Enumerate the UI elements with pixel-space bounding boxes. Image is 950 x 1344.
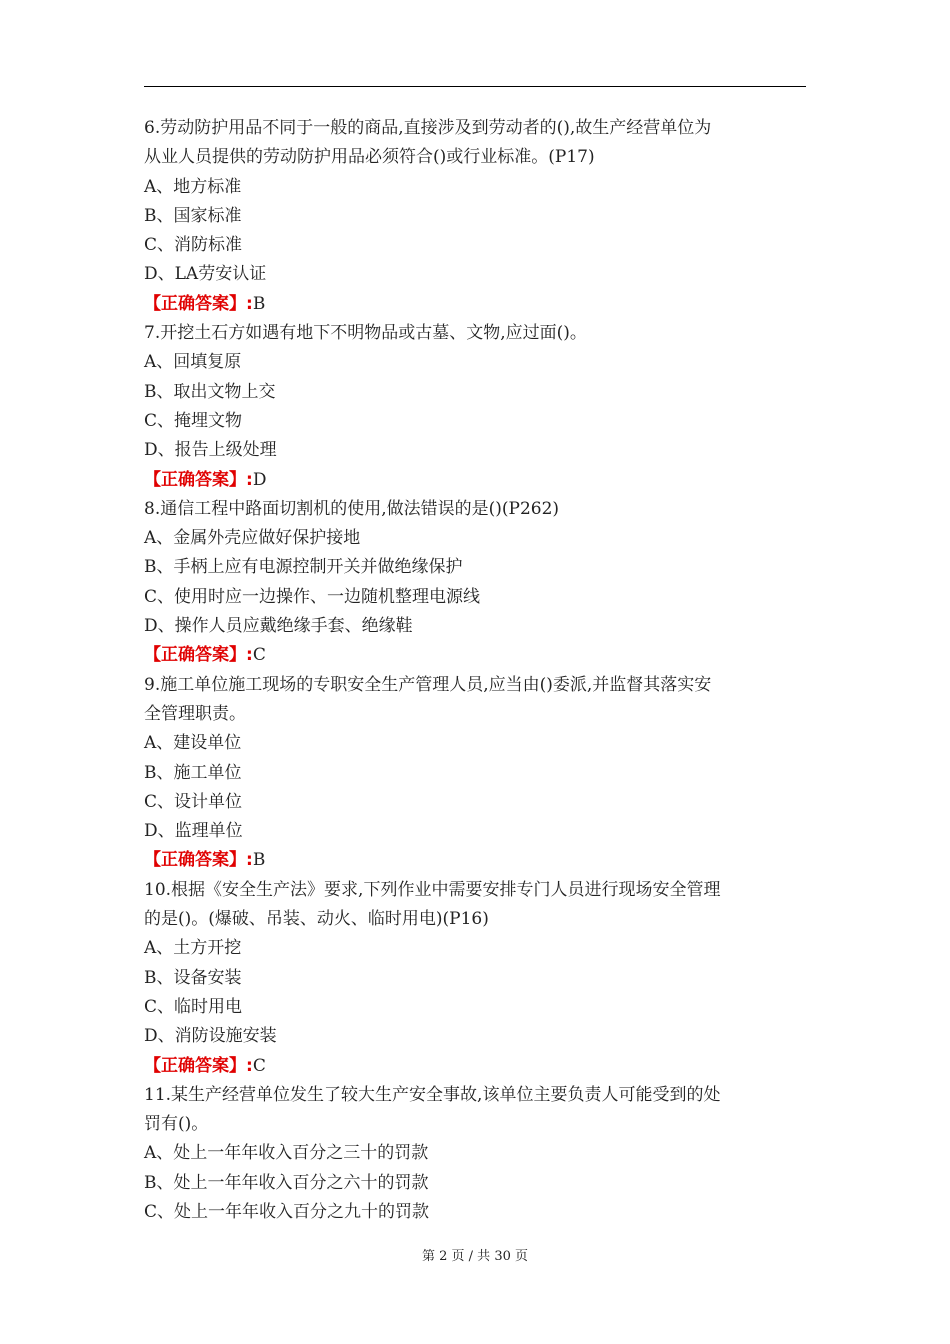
option-item: A、金属外壳应做好保护接地 — [144, 528, 361, 549]
option-item: C、设计单位 — [144, 791, 243, 812]
question-block — [144, 495, 806, 671]
option-item: D、监理单位 — [144, 821, 243, 842]
option-item: B、施工单位 — [144, 762, 242, 783]
question-block — [144, 876, 806, 1081]
option-item: D、操作人员应戴绝缘手套、绝缘鞋 — [144, 616, 413, 637]
correct-answer-label: 【正确答案】: — [144, 850, 253, 871]
page-footer: 第 2 页 / 共 30 页 — [422, 1249, 528, 1264]
question-block — [144, 319, 806, 495]
question-stem: 10.根据《安全生产法》要求,下列作业中需要安排专门人员进行现场安全管理 — [144, 879, 721, 900]
option-item: A、地方标准 — [144, 176, 242, 197]
option-item: C、消防标准 — [144, 235, 243, 256]
correct-answer-label: 【正确答案】: — [144, 469, 253, 490]
option-item: D、消防设施安装 — [144, 1026, 277, 1047]
question-stem: 6.劳动防护用品不同于一般的商品,直接涉及到劳动者的(),故生产经营单位为 — [144, 118, 712, 138]
question-stem: 罚有()。 — [144, 1114, 209, 1135]
option-item: D、LA劳安认证 — [144, 264, 267, 285]
correct-answer-row — [144, 641, 806, 670]
correct-answer-value: D — [252, 469, 267, 490]
question-stem: 9.施工单位施工现场的专职安全生产管理人员,应当由()委派,并监督其落实安 — [144, 674, 712, 695]
header-rule — [144, 86, 806, 87]
option-item: B、取出文物上交 — [144, 381, 276, 402]
question-stem: 8.通信工程中路面切割机的使用,做法错误的是()(P262) — [144, 498, 560, 519]
question-stem: 的是()。(爆破、吊装、动火、临时用电)(P16) — [144, 909, 489, 930]
option-item: C、掩埋文物 — [144, 410, 243, 431]
option-item: A、回填复原 — [144, 352, 242, 373]
correct-answer-row — [144, 1052, 806, 1081]
question-stem: 11.某生产经营单位发生了较大生产安全事故,该单位主要负责人可能受到的处 — [144, 1084, 721, 1105]
option-item: B、手柄上应有电源控制开关并做绝缘保护 — [144, 557, 463, 578]
option-item: A、建设单位 — [144, 733, 242, 754]
correct-answer-label: 【正确答案】: — [144, 293, 253, 314]
correct-answer-value: B — [252, 850, 266, 871]
question-block — [144, 1081, 806, 1227]
correct-answer-row — [144, 466, 806, 495]
option-item: C、临时用电 — [144, 996, 243, 1017]
option-item: B、设备安装 — [144, 967, 242, 988]
option-item: C、处上一年年收入百分之九十的罚款 — [144, 1201, 430, 1222]
question-list — [144, 114, 806, 1227]
option-item: A、土方开挖 — [144, 938, 242, 959]
option-item: D、报告上级处理 — [144, 440, 277, 461]
question-stem: 全管理职责。 — [144, 703, 246, 724]
option-item: A、处上一年年收入百分之三十的罚款 — [144, 1143, 429, 1164]
correct-answer-label: 【正确答案】: — [144, 1055, 253, 1076]
correct-answer-value: C — [252, 1055, 266, 1076]
correct-answer-value: B — [252, 293, 266, 314]
option-item: C、使用时应一边操作、一边随机整理电源线 — [144, 586, 481, 607]
correct-answer-value: C — [252, 645, 266, 666]
question-block — [144, 114, 806, 319]
option-item: B、国家标准 — [144, 205, 242, 226]
correct-answer-row — [144, 290, 806, 319]
question-block — [144, 671, 806, 876]
correct-answer-label: 【正确答案】: — [144, 645, 253, 666]
option-item: B、处上一年年收入百分之六十的罚款 — [144, 1172, 429, 1193]
question-stem: 7.开挖土石方如遇有地下不明物品或古墓、文物,应过面()。 — [144, 323, 587, 344]
question-stem: 从业人员提供的劳动防护用品必须符合()或行业标准。(P17) — [144, 147, 595, 168]
correct-answer-row — [144, 846, 806, 875]
